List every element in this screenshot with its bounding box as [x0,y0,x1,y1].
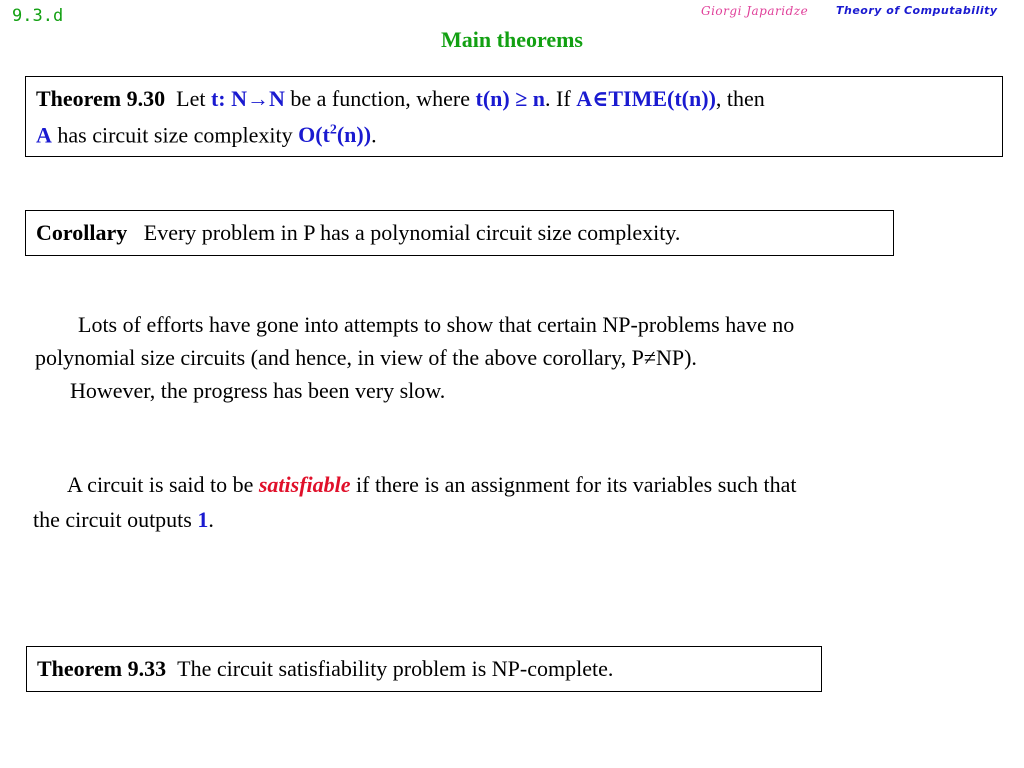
condition: t(n) ≥ n [475,86,546,111]
output-value: 1 [197,507,209,532]
theorem-label: Theorem 9.30 [36,86,166,111]
satisfiable-term: satisfiable [258,472,351,497]
theorem-9-33-text: The circuit satisfiability problem is NP-complete. [177,656,614,681]
corollary-label: Corollary [36,220,128,245]
theorem-9-30-box [25,76,1003,157]
theorem-label: Theorem 9.33 [37,656,167,681]
theorem-9-33-box [26,646,822,692]
slide-title: Main theorems [441,27,583,52]
theorem-9-30-text: Theorem 9.30 Let t: N→N be a function, where t(n) ≥ n. If A∈TIME(t(n)), then A has circuit size complexity $O(t^2(n))$. [36,86,765,148]
membership: A∈TIME(t(n)) [576,86,716,111]
course-name: Theory of Computability [836,4,998,17]
slide-number: 9.3.d [12,6,64,26]
language-a: A [36,122,52,148]
corollary-text: Every problem in P has a polynomial circuit size complexity. [143,220,681,245]
author-name: Giorgi Japaridze [701,4,809,18]
corollary-box [25,210,894,256]
complexity-bound: $O(t^2(n))$ [298,122,372,148]
function-signature: t: N→N [210,86,285,111]
